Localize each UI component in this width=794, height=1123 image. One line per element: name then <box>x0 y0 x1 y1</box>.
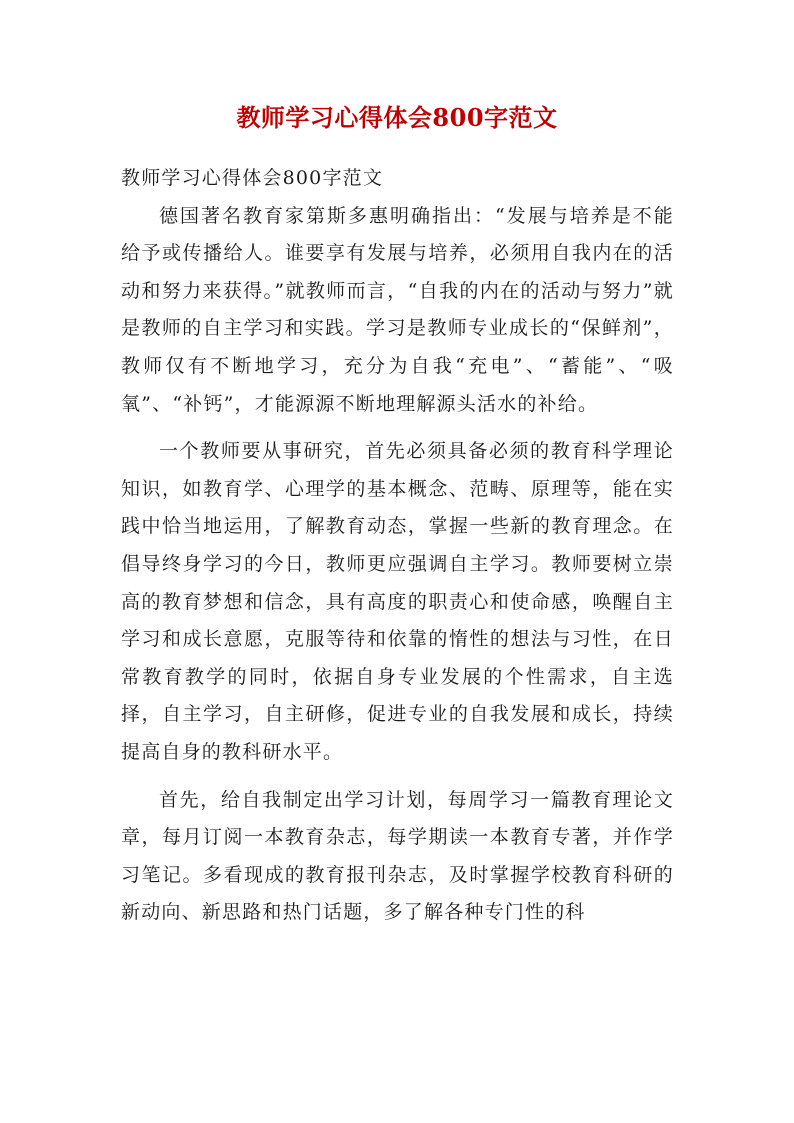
paragraph-1: 德国著名教育家第斯多惠明确指出：“发展与培养是不能给予或传播给人。谁要享有发展与培养，必须用自我内在的活动和努力来获得。”就教师而言，“自我的内在的活动与努力”就是教师的自主学习和实践。学习是教师专业成长的“保鲜剂”，教师仅有不断地学习，充分为自我“充电”、“蓄能”、“吸氧”、“补钙”，才能源源不断地理解源头活水的补给。 <box>121 204 674 415</box>
paragraph-2: 一个教师要从事研究，首先必须具备必须的教育科学理论知识，如教育学、心理学的基本概念、范畴、原理等，能在实践中恰当地运用，了解教育动态，掌握一些新的教育理念。在倡导终身学习的今日，教师更应强调自主学习。教师要树立崇高的教育梦想和信念，具有高度的职责心和使命感，唤醒自主学习和成长意愿，克服等待和依靠的惰性的想法与习性，在日常教育教学的同时，依据自身专业发展的个性需求，自主选择，自主学习，自主研修，促进专业的自我发展和成长，持续提高自身的教科研水平。 <box>121 440 674 763</box>
document-body <box>121 160 674 942</box>
paragraph-3: 首先，给自我制定出学习计划，每周学习一篇教育理论文章，每月订阅一本教育杂志，每学期读一本教育专著，并作学习笔记。多看现成的教育报刊杂志，及时掌握学校教育科研的新动向、新思路和热门话题，多了解各种专门性的科 <box>121 788 674 924</box>
document-subtitle: 教师学习心得体会800字范文 <box>121 167 384 189</box>
document-title: 教师学习心得体会800字范文 <box>236 103 558 132</box>
